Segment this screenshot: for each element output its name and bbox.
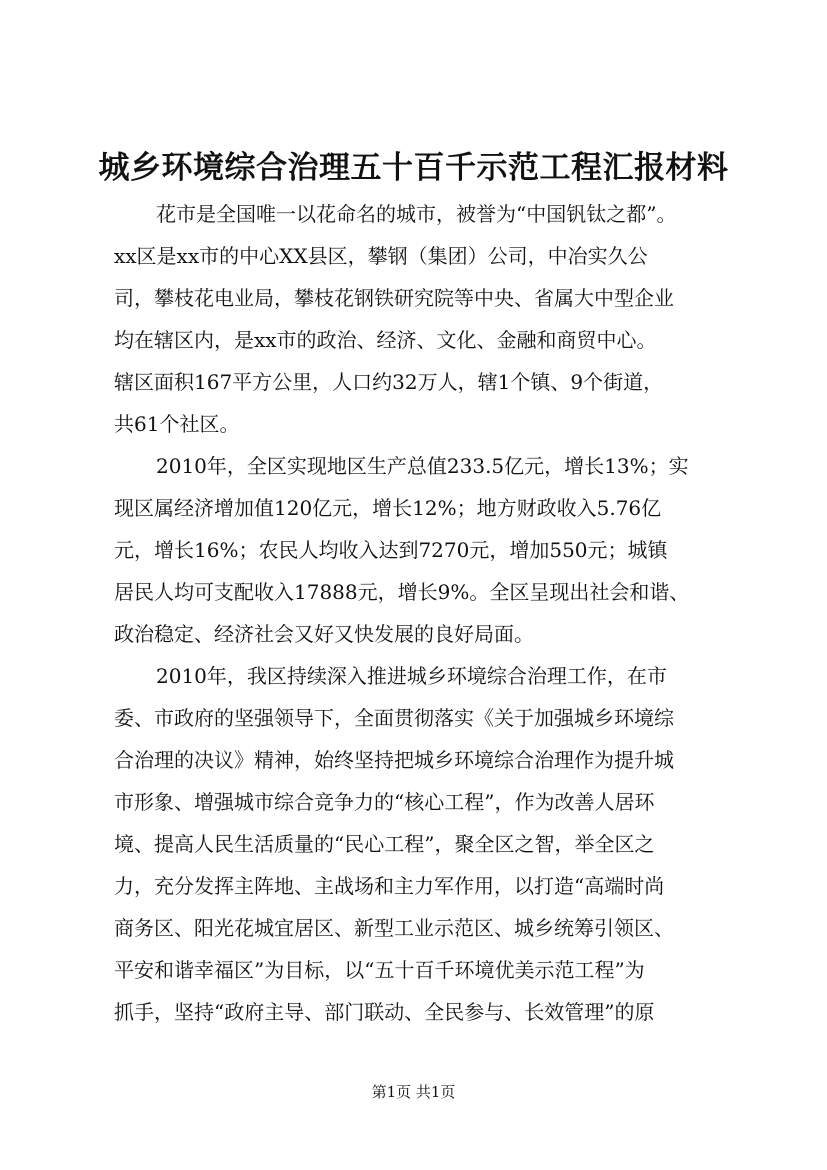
text-line: 商务区、阳光花城宜居区、新型工业示范区、城乡统筹引领区、 (114, 916, 674, 940)
text-line: 力，充分发挥主阵地、主战场和主力军作用，以打造“高端时尚 (114, 874, 665, 898)
text-line: 均在辖区内，是xx市的政治、经济、文化、金融和商贸中心。 (114, 328, 657, 352)
page-footer: 第1页 共1页 (371, 1083, 456, 1101)
text-line: 委、市政府的坚强领导下，全面贯彻落实《关于加强城乡环境综 (114, 706, 674, 730)
text-line: 2010年，我区持续深入推进城乡环境综合治理工作，在市 (156, 664, 667, 688)
text-line: xx区是xx市的中心XX县区，攀钢（集团）公司，中冶实久公 (114, 244, 648, 268)
text-line: 市形象、增强城市综合竞争力的“核心工程”，作为改善人居环 (114, 790, 655, 814)
text-line: 司，攀枝花电业局，攀枝花钢铁研究院等中央、省属大中型企业 (114, 286, 674, 310)
text-line: 居民人均可支配收入17888元，增长9%。全区呈现出社会和谐、 (114, 580, 690, 604)
text-line: 政治稳定、经济社会又好又快发展的良好局面。 (114, 622, 534, 646)
text-line: 现区属经济增加值120亿元，增长12%；地方财政收入5.76亿 (114, 496, 662, 520)
text-line: 花市是全国唯一以花命名的城市，被誉为“中国钒钛之都”。 (156, 202, 677, 226)
document-title: 城乡环境综合治理五十百千示范工程汇报材料 (98, 150, 729, 186)
text-line: 境、提高人民生活质量的“民心工程”，聚全区之智，举全区之 (114, 832, 655, 856)
text-line: 共61个社区。 (114, 412, 240, 436)
text-line: 合治理的决议》精神，始终坚持把城乡环境综合治理作为提升城 (114, 748, 674, 772)
text-line: 平安和谐幸福区”为目标，以“五十百千环境优美示范工程”为 (114, 958, 645, 982)
text-line: 辖区面积167平方公里，人口约32万人，辖1个镇、9个街道， (114, 370, 664, 394)
text-line: 2010年，全区实现地区生产总值233.5亿元，增长13%；实 (156, 454, 689, 478)
text-line: 元，增长16%；农民人均收入达到7270元，增加550元；城镇 (114, 538, 668, 562)
document-body (114, 193, 754, 1033)
text-line: 抓手，坚持“政府主导、部门联动、全民参与、长效管理”的原 (114, 1000, 655, 1024)
